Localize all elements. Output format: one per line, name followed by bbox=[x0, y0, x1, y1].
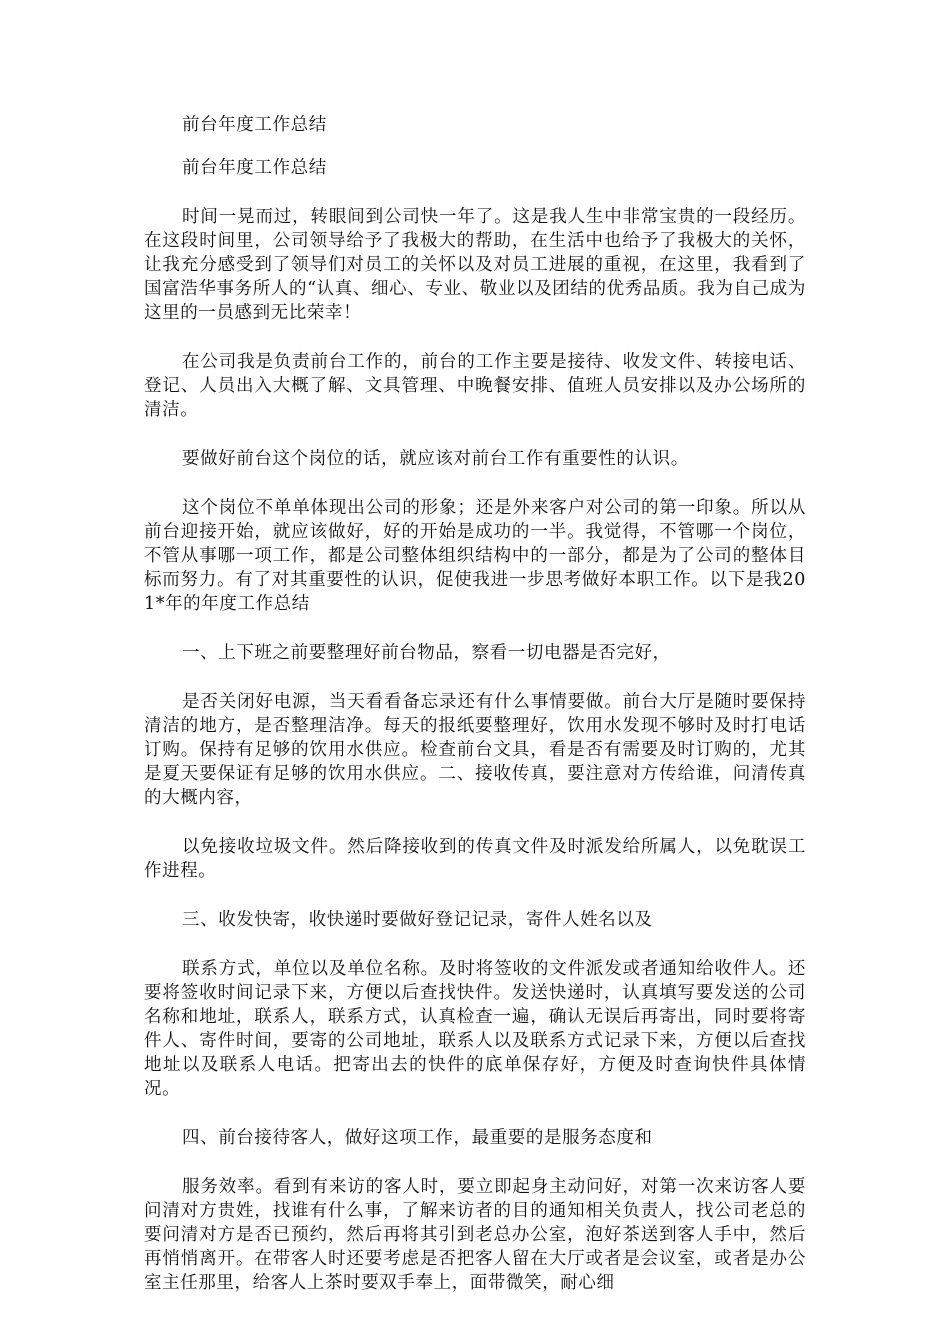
paragraph-section-three-body: 联系方式，单位以及单位名称。及时将签收的文件派发或者通知给收件人。还要将签收时间记录下来，方便以后查找快件。发送快递时，认真填写要发送的公司名称和地址，联系人，联系方式，认真检查一遍，确认无误后再寄出，同时要将寄件人、寄件时间，要寄的公司地址，联系人以及联系方式记录下来，方便以后查找地址以及联系人电话。把寄出去的快件的底单保存好，方便及时查询快件具体情况。 bbox=[144, 959, 806, 1099]
paragraph-fax: 以免接收垃圾文件。然后降接收到的传真文件及时派发给所属人，以免耽误工作进程。 bbox=[144, 837, 806, 881]
paragraph-section-one-body: 是否关闭好电源，当天看看备忘录还有什么事情要做。前台大厅是随时要保持清洁的地方，是否整理洁净。每天的报纸要整理好，饮用水发现不够时及时打电话订购。保持有足够的饮用水供应。检查前台文具，看是否有需要及时订购的，尤其是夏天要保证有足够的饮用水供应。二、接收传真，要注意对方传给谁，问清传真的大概内容， bbox=[144, 692, 806, 808]
document-subtitle: 前台年度工作总结 bbox=[182, 158, 327, 178]
document-page bbox=[144, 113, 806, 1320]
paragraph-section-four-heading: 四、前台接待客人，做好这项工作，最重要的是服务态度和 bbox=[182, 1128, 653, 1148]
paragraph-section-four-body: 服务效率。看到有来访的客人时，要立即起身主动问好，对第一次来访客人要问清对方贵姓，找谁有什么事，了解来访者的目的通知相关负责人，找公司老总的要问清对方是否已预约，然后再将其引到老总办公室，泡好茶送到客人手中，然后再悄悄离开。在带客人时还要考虑是否把客人留在大厅或者是会议室，或者是办公室主任那里，给客人上茶时要双手奉上，面带微笑，耐心细 bbox=[144, 1177, 806, 1293]
paragraph-position: 这个岗位不单单体现出公司的形象；还是外来客户对公司的第一印象。所以从前台迎接开始，就应该做好，好的开始是成功的一半。我觉得，不管哪一个岗位，不管从事哪一项工作，都是公司整体组织结构中的一部分，都是为了公司的整体目标而努力。有了对其重要性的认识，促使我进一步思考做好本职工作。以下是我201*年的年度工作总结 bbox=[144, 498, 806, 614]
paragraph-duties: 在公司我是负责前台工作的，前台的工作主要是接待、收发文件、转接电话、登记、人员出入大概了解、文具管理、中晚餐安排、值班人员安排以及办公场所的清洁。 bbox=[144, 352, 806, 420]
paragraph-section-three-heading: 三、收发快寄，收快递时要做好登记记录，寄件人姓名以及 bbox=[182, 910, 653, 930]
paragraph-intro: 时间一晃而过，转眼间到公司快一年了。这是我人生中非常宝贵的一段经历。在这段时间里，公司领导给予了我极大的帮助，在生活中也给予了我极大的关怀，让我充分感受到了领导们对员工的关怀以及对员工进展的重视，在这里，我看到了国富浩华事务所人的“认真、细心、专业、敬业以及团结的优秀品质。我为自己成为这里的一员感到无比荣幸！ bbox=[144, 207, 806, 323]
paragraph-section-one-heading: 一、上下班之前要整理好前台物品，察看一切电器是否完好， bbox=[182, 643, 671, 663]
document-title: 前台年度工作总结 bbox=[182, 115, 327, 135]
paragraph-importance: 要做好前台这个岗位的话，就应该对前台工作有重要性的认识。 bbox=[182, 449, 689, 469]
